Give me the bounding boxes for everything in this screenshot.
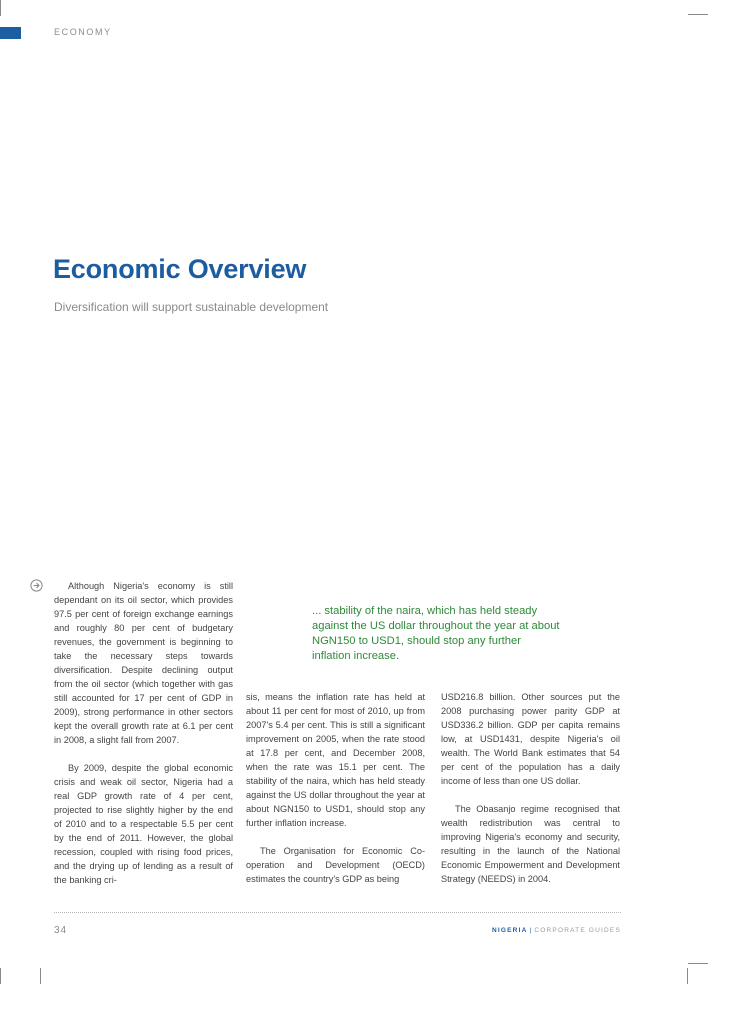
arrow-right-circle-icon	[30, 579, 43, 592]
crop-mark	[0, 968, 1, 984]
paragraph: USD216.8 billion. Other sources put the 2008 purchasing power parity GDP at USD336.2 billion. GDP per capita remains low, at USD1431, despite Nigeria's oil wealth. The World Bank estimates that 54 per cent of the population has a daily income of less than one US dollar.	[441, 692, 620, 786]
running-footer	[492, 927, 621, 934]
footer-series: CORPORATE GUIDES	[534, 927, 621, 934]
crop-mark	[40, 968, 41, 984]
section-color-tab	[0, 27, 21, 39]
article-title: Economic Overview	[53, 254, 307, 284]
crop-mark	[688, 963, 708, 964]
article-subtitle: Diversification will support sustainable development	[54, 300, 329, 314]
paragraph: The Obasanjo regime recognised that wealth redistribution was central to improving Nigeria's economy and security, resulting in the launch of the National Economic Empowerment and Development Strategy (NEEDS) in 2004.	[441, 804, 620, 884]
footer-rule	[54, 912, 621, 913]
body-column-3	[441, 690, 620, 886]
paragraph: By 2009, despite the global economic crisis and weak oil sector, Nigeria had a real GDP growth rate of 4 per cent, projected to rise slightly higher by the end of 2010 and to a respectable 5.5 per cent by the end of 2011. However, the global recession, coupled with rising food prices, and the drying up of lending as a result of the banking cri-	[54, 763, 233, 885]
crop-mark	[688, 14, 708, 15]
paragraph: The Organisation for Economic Co-operation and Development (OECD) estimates the country's GDP as being	[246, 846, 425, 884]
page-number: 34	[54, 925, 68, 936]
crop-mark	[0, 0, 1, 16]
paragraph: Although Nigeria's economy is still dependant on its oil sector, which provides 97.5 per cent of foreign exchange earnings and roughly 80 per cent of budgetary revenues, the government is beginning to take the necessary steps towards diversification. Despite declining output from the oil sector (which together with gas still accounted for 17 per cent of GDP in 2009), strong performance in other sectors kept the overall growth rate at 6.1 per cent in 2008, a slight fall from 2007.	[54, 581, 233, 745]
footer-separator: |	[529, 927, 533, 934]
crop-mark	[687, 968, 688, 984]
footer-brand: NIGERIA	[491, 927, 528, 934]
pull-quote: ... stability of the naira, which has held steady against the US dollar throughout the year at about NGN150 to USD1, should stop any further inflation increase.	[312, 605, 560, 662]
section-label: ECONOMY	[54, 27, 112, 37]
body-column-2	[246, 690, 425, 886]
body-column-1	[54, 579, 233, 887]
paragraph: sis, means the inflation rate has held at about 11 per cent for most of 2010, up from 2007's 5.4 per cent. This is still a significant improvement on 2005, when the rate stood at 17.8 per cent, and December 2008, when the rate was 15.1 per cent. The stability of the naira, which has held steady against the US dollar throughout the year at about NGN150 to USD1, should stop any further inflation increase.	[246, 692, 425, 828]
